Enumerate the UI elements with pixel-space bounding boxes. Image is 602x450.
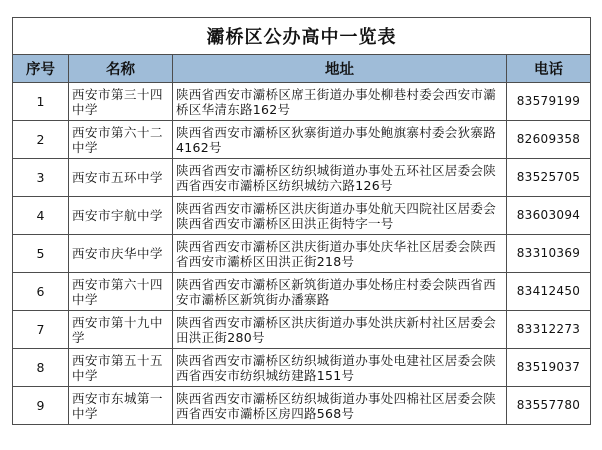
cell-phone: 83412450 [507,273,591,311]
cell-phone: 83603094 [507,197,591,235]
cell-name: 西安市第六十四中学 [69,273,173,311]
header-name: 名称 [69,55,173,83]
cell-phone: 83310369 [507,235,591,273]
cell-name: 西安市第三十四中学 [69,83,173,121]
table-row [13,311,591,349]
table-title: 灞桥区公办高中一览表 [13,18,591,55]
cell-phone: 83312273 [507,311,591,349]
table-row [13,83,591,121]
cell-no: 3 [13,159,69,197]
cell-name: 西安市第六十二中学 [69,121,173,159]
table-row [13,273,591,311]
cell-address: 陕西省西安市灞桥区纺织城街道办事处五环社区居委会陕西省西安市灞桥区纺织城纺六路126号 [173,159,507,197]
cell-no: 8 [13,349,69,387]
cell-name: 西安市庆华中学 [69,235,173,273]
table-row [13,235,591,273]
cell-phone: 83519037 [507,349,591,387]
header-row [13,55,591,83]
cell-name: 西安市五环中学 [69,159,173,197]
table-row [13,197,591,235]
cell-no: 1 [13,83,69,121]
cell-address: 陕西省西安市灞桥区狄寨街道办事处鲍旗寨村委会狄寨路4162号 [173,121,507,159]
cell-phone: 83579199 [507,83,591,121]
cell-address: 陕西省西安市灞桥区新筑街道办事处杨庄村委会陕西省西安市灞桥区新筑街办潘寨路 [173,273,507,311]
cell-phone: 83525705 [507,159,591,197]
table-row [13,159,591,197]
cell-address: 陕西省西安市灞桥区纺织城街道办事处电建社区居委会陕西省西安市纺织城纺建路151号 [173,349,507,387]
cell-no: 4 [13,197,69,235]
cell-no: 6 [13,273,69,311]
cell-name: 西安市第五十五中学 [69,349,173,387]
cell-address: 陕西省西安市灞桥区洪庆街道办事处洪庆新村社区居委会田洪正街280号 [173,311,507,349]
cell-name: 西安市东城第一中学 [69,387,173,425]
cell-address: 陕西省西安市灞桥区纺织城街道办事处四棉社区居委会陕西省西安市灞桥区房四路568号 [173,387,507,425]
header-address: 地址 [173,55,507,83]
cell-phone: 83557780 [507,387,591,425]
table-row [13,387,591,425]
cell-address: 陕西省西安市灞桥区洪庆街道办事处庆华社区居委会陕西省西安市灞桥区田洪正街218号 [173,235,507,273]
cell-address: 陕西省西安市灞桥区席王街道办事处柳巷村委会西安市灞桥区华清东路162号 [173,83,507,121]
cell-name: 西安市宇航中学 [69,197,173,235]
cell-no: 9 [13,387,69,425]
cell-no: 7 [13,311,69,349]
title-row [13,18,591,55]
header-phone: 电话 [507,55,591,83]
cell-address: 陕西省西安市灞桥区洪庆街道办事处航天四院社区居委会陕西省西安市灞桥区田洪正街特字一号 [173,197,507,235]
table-row [13,349,591,387]
cell-name: 西安市第十九中学 [69,311,173,349]
table-row [13,121,591,159]
header-no: 序号 [13,55,69,83]
cell-phone: 82609358 [507,121,591,159]
cell-no: 2 [13,121,69,159]
school-list-table [12,17,591,425]
cell-no: 5 [13,235,69,273]
